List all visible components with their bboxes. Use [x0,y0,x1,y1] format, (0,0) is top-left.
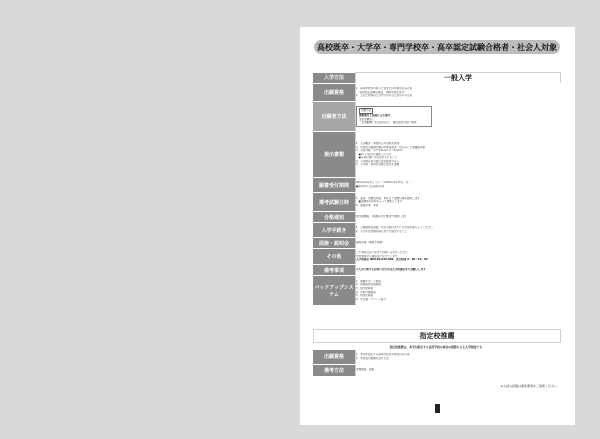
application-period-content [356,178,561,193]
content-line: ご不明な点は下記までお問い合わせください [356,251,408,255]
documents-content [356,132,561,178]
content-line: 書類審査、面接 [356,368,375,372]
content-line: 筆記試験なし [359,117,375,121]
document-page [300,27,575,425]
selection-method-tag: 出願方法 [361,109,372,113]
page-number-mark [435,404,440,413]
content-line: （志望動機、生活状況など、適性を総合的に判断） [359,121,419,125]
row-label-interview-briefing: 面接・説明会 [313,238,356,249]
content-line: 1．高等学校を卒業した者または卒業見込みの者 [356,87,413,91]
content-line: 3．奨学金制度 [356,286,374,290]
page-title: 高校既卒・大学卒・専門学校卒・高卒認定試験合格者・社会人対象 [317,42,557,52]
row-label-documents: 提出書類 [313,132,356,178]
contact-phone-line: 入学相談室 ☎0120-039-909 受付時間 9：00～18：00 [356,258,428,262]
content-line: 2．入学手続書類を期日までに提出すること [356,230,407,233]
content-line: 4．入学検定料の振込金受取書の写し [356,159,400,163]
content-line: 随時実施（事前予約制） [356,241,385,245]
content-line: 4．学費分納制度 [356,290,376,294]
content-line: 学校説明会も随時受け付けています [356,254,398,258]
content-line: ●受験票の送付をもって通知とします [356,200,403,204]
selection-method-box [356,106,432,126]
footnote: ※入試の詳細は募集要項をご参照ください。 [500,384,560,388]
content-line: 1．就職サポート制度 [356,279,381,283]
row-label-application-method: 出願者方法 [313,102,356,132]
content-line: 5．その他、本校が必要と認める書類 [356,163,400,167]
acceptance-notice-content [356,212,561,223]
content-line: ●写真の裏に氏名を記入すること [356,156,398,160]
content-line: 選考試験後、1週間以内に郵送で通知します [356,215,407,219]
general-admission-title: 一般入学 [356,73,561,84]
exam-schedule-content [356,193,561,212]
interview-briefing-content [356,238,561,249]
admission-method-label: 入学方法 [313,73,356,84]
content-line: 1．合格通知受領後、所定の期日までに入学金を納入してください [356,226,433,230]
content-line: ★入学に関するお問い合わせは入学相談室までお願いします [356,268,426,272]
row-label-backup-system: バックアップシステム [313,276,356,306]
content-line: 書類選考と面接による選考 [359,113,391,117]
content-line: 5．特待生制度 [356,294,374,298]
designated-eligibility-content [356,350,562,364]
row-label-notes: 備考事項 [313,265,356,276]
content-line: ●3ヶ月以内に撮影したもの [356,152,392,156]
other-content [356,249,561,265]
content-line: 2．上記と同等以上の学力があると認められる者 [356,94,413,98]
content-line: 6．学生寮・アパート紹介 [356,297,386,301]
content-line: ●締め切り日は消印有効 [356,185,385,188]
content-line: 1．本学が指定する高等学校を卒業見込みの者 [356,353,410,357]
notes-content [356,265,561,276]
eligibility-content [356,84,561,102]
row-label-other: その他 [313,249,356,265]
row-label-exam-schedule: 選考試験日時 [313,193,356,212]
general-admission-table [313,72,561,306]
designated-selection-content [356,364,562,376]
designated-school-header [313,329,561,343]
page-header [314,40,560,54]
content-line: 3．写真 3枚（タテ4.0cm×ヨコ3.0cm） [356,149,405,153]
content-line: 1．入学願書（本校所定の用紙を使用） [356,141,402,145]
row-label-designated-selection: 選考方法 [313,364,356,376]
backup-system-content [356,276,561,306]
application-method-content [356,102,561,132]
row-label-enrollment-procedure: 入学手続き [313,223,356,238]
content-line: 2．学校長の推薦を受けた者 [356,356,389,360]
row-label-application-period: 願書受付期間 [313,178,356,193]
content-line: 2．出身校の最終学歴の卒業証明書（見込み）と成績証明書 [356,145,426,149]
row-label-designated-eligibility: 出願資格 [313,350,356,364]
enrollment-procedure-content [356,223,561,238]
content-line: 2．資格取得支援制度 [356,283,381,287]
row-label-eligibility: 出願資格 [313,84,356,102]
designated-school-table [313,350,561,377]
content-line: 2．面接会場：本校 [356,203,379,207]
designated-school-note: 指定校推薦は、本学が指定する高等学校の校長の推薦による入学制度です。 [389,345,485,349]
content-line: （高卒認定試験合格者、専修学校を含む） [356,90,407,94]
designated-school-title: 指定校推薦 [419,332,455,340]
content-line: 1．面接：出願受付後、本校より受験日時を通知します [356,196,420,200]
row-label-acceptance-notice: 合格通知 [313,212,356,223]
content-line: 2024年4月1日（月）～2025年3月31日（月） [356,181,412,185]
